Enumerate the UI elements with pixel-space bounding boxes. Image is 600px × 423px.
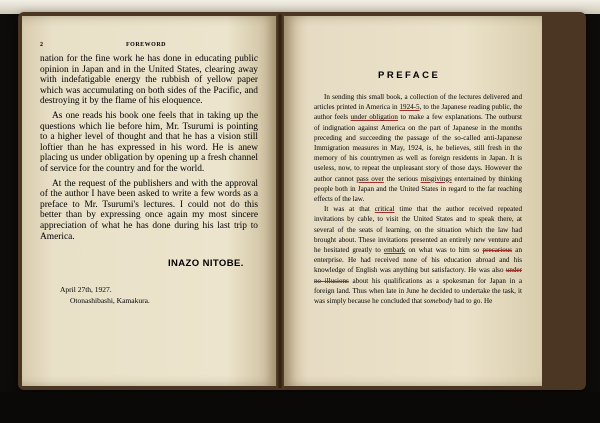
struck-text: precarious: [482, 246, 513, 255]
preface-text: [314, 92, 522, 306]
text-run: about his qualifications as a spokesman for Japan in a foreign land. Thus when late in June he decided to undertake the task, it was simply because he concluded that: [314, 276, 522, 306]
preface-paragraph: [314, 204, 522, 306]
dateline: [60, 284, 150, 306]
background-shadow: [0, 392, 600, 423]
underlined-text: misgivings: [420, 174, 452, 183]
foreword-text: [40, 54, 258, 242]
text-run: to make a few explanations. The outburst of indignation against America on the part of Japanese in the months preceding and succeeding the passage of the so-called anti-Japanese Immigration measures in May, 1924, is, he believes, still fresh in the memory of his countrymen as well as foreign residents in Japan. It is useless, now, to repeat the unpleasant story of those days. However the author cannot: [314, 113, 523, 183]
foreword-place: Otonashibashi, Kamakura.: [70, 296, 150, 305]
text-run: the serious: [383, 174, 421, 183]
underlined-text: critical: [374, 205, 395, 214]
underlined-text: 1924-5: [399, 103, 420, 112]
text-run: an enterprise. He had received none of his education abroad and his knowledge of English was anything but satisfactory. He was also: [314, 246, 522, 275]
page-number: 2: [40, 42, 44, 48]
foreword-paragraph: As one reads his book one feels that in taking up the questions which lie before him, Mr. Tsurumi is pointing to a higher level of thought and that he has a vision still loftier than he has expressed in his word. He is anew placing us under obligation by opening up a fresh channel of service for the country and for the world.: [40, 110, 258, 174]
underlined-text: under obligation: [350, 113, 398, 122]
underlined-text: embark: [383, 246, 406, 255]
text-run: entertained by thinking people both in Japan and the United States in regard to the far reaching effects of the law.: [314, 174, 522, 204]
author-signature: INAZO NITOBE.: [168, 258, 244, 269]
text-run: It was at that: [324, 205, 375, 214]
text-run: had to go. He: [452, 297, 493, 306]
text-run: time that the author received repeated invitations by cable, to visit the United States and to speak there, at several of the seats of learning, on the situation which the law had brought about. These invitations presented an entirely new venture and he hesitated greatly to: [314, 205, 523, 255]
preface-paragraph: [314, 92, 522, 204]
text-run: on what was to him so: [405, 246, 483, 255]
foreword-paragraph: At the request of the publishers and with the approval of the author I have been asked to write a few words as a preface to Mr. Tsurumi's lectures. I could not do this better than by expressing once again my most sincere appreciation of what he has done during his last trip to America.: [40, 178, 258, 242]
text-run: In sending this small book, a collection of the lectures delivered and articles printed in America in: [314, 93, 522, 112]
preface-title: PREFACE: [378, 70, 441, 81]
struck-text: under no illusions: [314, 266, 522, 285]
italic-text: somebody: [423, 297, 453, 306]
running-head-title: FOREWORD: [126, 42, 166, 48]
book-spine: [276, 14, 284, 388]
text-run: , to the Japanese reading public, the author feels: [314, 103, 523, 122]
foreword-paragraph: nation for the fine work he has done in educating public opinion in Japan and in the United States, clearing away with indefatigable energy the rubbish of yellow paper which was accumulating on both sides of the Pacific, and destroying it by the flame of his eloquence.: [40, 54, 258, 107]
foreword-date: April 27th, 1927.: [60, 285, 112, 294]
underlined-text: pass over: [356, 174, 384, 183]
